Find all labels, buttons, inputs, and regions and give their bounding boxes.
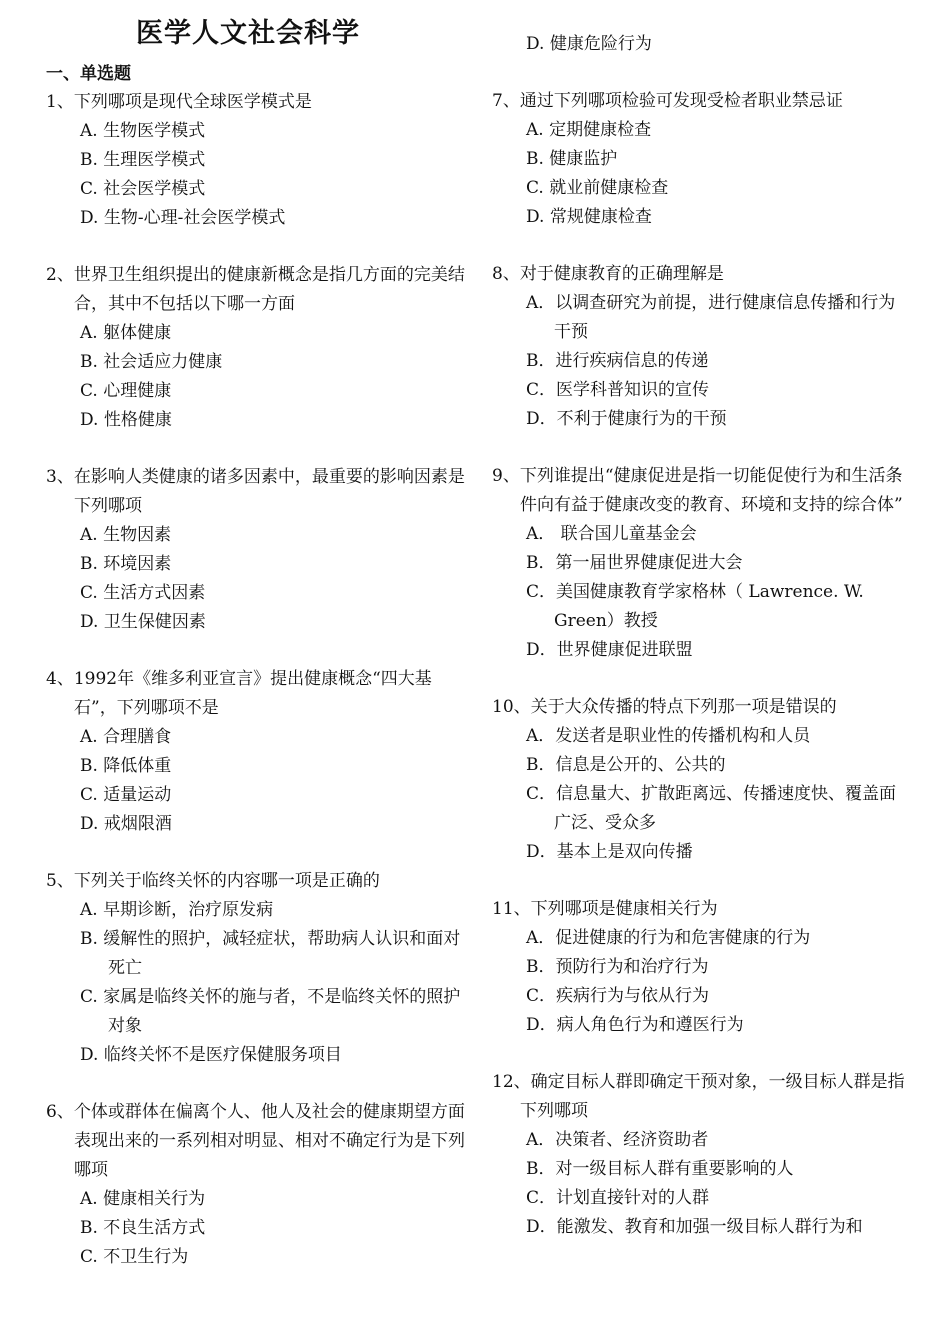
option-c: C. 不卫生行为 — [80, 1247, 189, 1267]
option-d: D．世界健康促进联盟 — [526, 640, 693, 660]
option-d: D．基本上是双向传播 — [526, 842, 693, 862]
option-b: B．预防行为和治疗行为 — [526, 957, 709, 977]
option-c: C. 适量运动 — [80, 785, 172, 805]
question-stem: 12、确定目标人群即确定干预对象，一级目标人群是指下列哪项 — [492, 1072, 905, 1121]
option-a: A．促进健康的行为和危害健康的行为 — [526, 928, 811, 948]
option-d: D. 性格健康 — [80, 410, 172, 430]
left-column — [46, 88, 466, 1272]
option-c: C. 家属是临终关怀的施与者，不是临终关怀的照护对象 — [80, 987, 461, 1036]
option-b: B. 环境因素 — [80, 554, 172, 574]
question-6 — [46, 1098, 466, 1272]
option-b: B. 不良生活方式 — [80, 1218, 206, 1238]
option-c: C．美国健康教育学家格林（ Lawrence. W. Green）教授 — [526, 582, 864, 631]
question-stem: 6、个体或群体在偏离个人、他人及社会的健康期望方面表现出来的一系列相对明显、相对不确定行为是下列哪项 — [46, 1102, 465, 1180]
question-stem: 2、世界卫生组织提出的健康新概念是指几方面的完美结合，其中不包括以下哪一方面 — [46, 265, 465, 314]
option-a: A．以调查研究为前提，进行健康信息传播和行为干预 — [526, 293, 896, 342]
question-2 — [46, 261, 466, 435]
option-b: B．第一届世界健康促进大会 — [526, 553, 743, 573]
option-d: D. 常规健康检查 — [526, 207, 652, 227]
question-8 — [492, 260, 912, 434]
question-stem: 5、下列关于临终关怀的内容哪一项是正确的 — [46, 871, 380, 891]
option-d: D．能激发、教育和加强一级目标人群行为和 — [526, 1217, 863, 1237]
option-a: A． 联合国儿童基金会 — [526, 524, 697, 544]
option-c: C. 生活方式因素 — [80, 583, 206, 603]
option-c: C. 社会医学模式 — [80, 179, 206, 199]
page-title: 医学人文社会科学 — [136, 18, 360, 49]
question-stem: 10、关于大众传播的特点下列那一项是错误的 — [492, 697, 837, 717]
option-a: A. 生物因素 — [80, 525, 172, 545]
section-heading: 一、单选题 — [46, 64, 131, 84]
option-a: A. 躯体健康 — [80, 323, 172, 343]
option-a: A. 合理膳食 — [80, 727, 172, 747]
question-4 — [46, 665, 466, 839]
right-column — [492, 30, 912, 1242]
question-1 — [46, 88, 466, 233]
option-d: D. 临终关怀不是医疗保健服务项目 — [80, 1045, 342, 1065]
option-a: A. 早期诊断，治疗原发病 — [80, 900, 274, 920]
question-10 — [492, 693, 912, 867]
question-7 — [492, 87, 912, 232]
option-c: C．疾病行为与依从行为 — [526, 986, 710, 1006]
option-a: A. 健康相关行为 — [80, 1189, 206, 1209]
question-stem: 3、在影响人类健康的诸多因素中，最重要的影响因素是下列哪项 — [46, 467, 465, 516]
question-stem: 9、下列谁提出“健康促进是指一切能促使行为和生活条件向有益于健康改变的教育、环境和支持的综合体” — [492, 466, 903, 515]
option-a: A. 生物医学模式 — [80, 121, 206, 141]
option-b: B. 降低体重 — [80, 756, 172, 776]
question-stem: 8、对于健康教育的正确理解是 — [492, 264, 724, 284]
option-c: C. 就业前健康检查 — [526, 178, 669, 198]
option-b: B．信息是公开的、公共的 — [526, 755, 726, 775]
question-12 — [492, 1068, 912, 1242]
question-stem: 11、下列哪项是健康相关行为 — [492, 899, 718, 919]
option-b: B. 社会适应力健康 — [80, 352, 223, 372]
option-a: A．发送者是职业性的传播机构和人员 — [526, 726, 811, 746]
option-a: A．决策者、经济资助者 — [526, 1130, 709, 1150]
question-stem: 1、下列哪项是现代全球医学模式是 — [46, 92, 312, 112]
option-b: B．对一级目标人群有重要影响的人 — [526, 1159, 794, 1179]
option-c: C. 心理健康 — [80, 381, 172, 401]
option-d-continued: D. 健康危险行为 — [526, 34, 652, 54]
question-3 — [46, 463, 466, 637]
option-a: A. 定期健康检查 — [526, 120, 652, 140]
question-9 — [492, 462, 912, 665]
option-d: D．不利于健康行为的干预 — [526, 409, 727, 429]
option-d: D. 卫生保健因素 — [80, 612, 206, 632]
option-c: C．医学科普知识的宣传 — [526, 380, 710, 400]
option-b: B．进行疾病信息的传递 — [526, 351, 709, 371]
question-stem: 7、通过下列哪项检验可发现受检者职业禁忌证 — [492, 91, 843, 111]
option-d: D. 生物-心理-社会医学模式 — [80, 208, 286, 228]
question-stem: 4、1992年《维多利亚宣言》提出健康概念“四大基石”，下列哪项不是 — [46, 669, 432, 718]
option-b: B. 缓解性的照护，减轻症状，帮助病人认识和面对死亡 — [80, 929, 461, 978]
option-b: B. 生理医学模式 — [80, 150, 206, 170]
question-11 — [492, 895, 912, 1040]
option-d: D．病人角色行为和遵医行为 — [526, 1015, 744, 1035]
question-5 — [46, 867, 466, 1070]
option-c: C．信息量大、扩散距离远、传播速度快、覆盖面广泛、受众多 — [526, 784, 897, 833]
option-b: B. 健康监护 — [526, 149, 618, 169]
option-d: D. 戒烟限酒 — [80, 814, 172, 834]
option-c: C．计划直接针对的人群 — [526, 1188, 710, 1208]
